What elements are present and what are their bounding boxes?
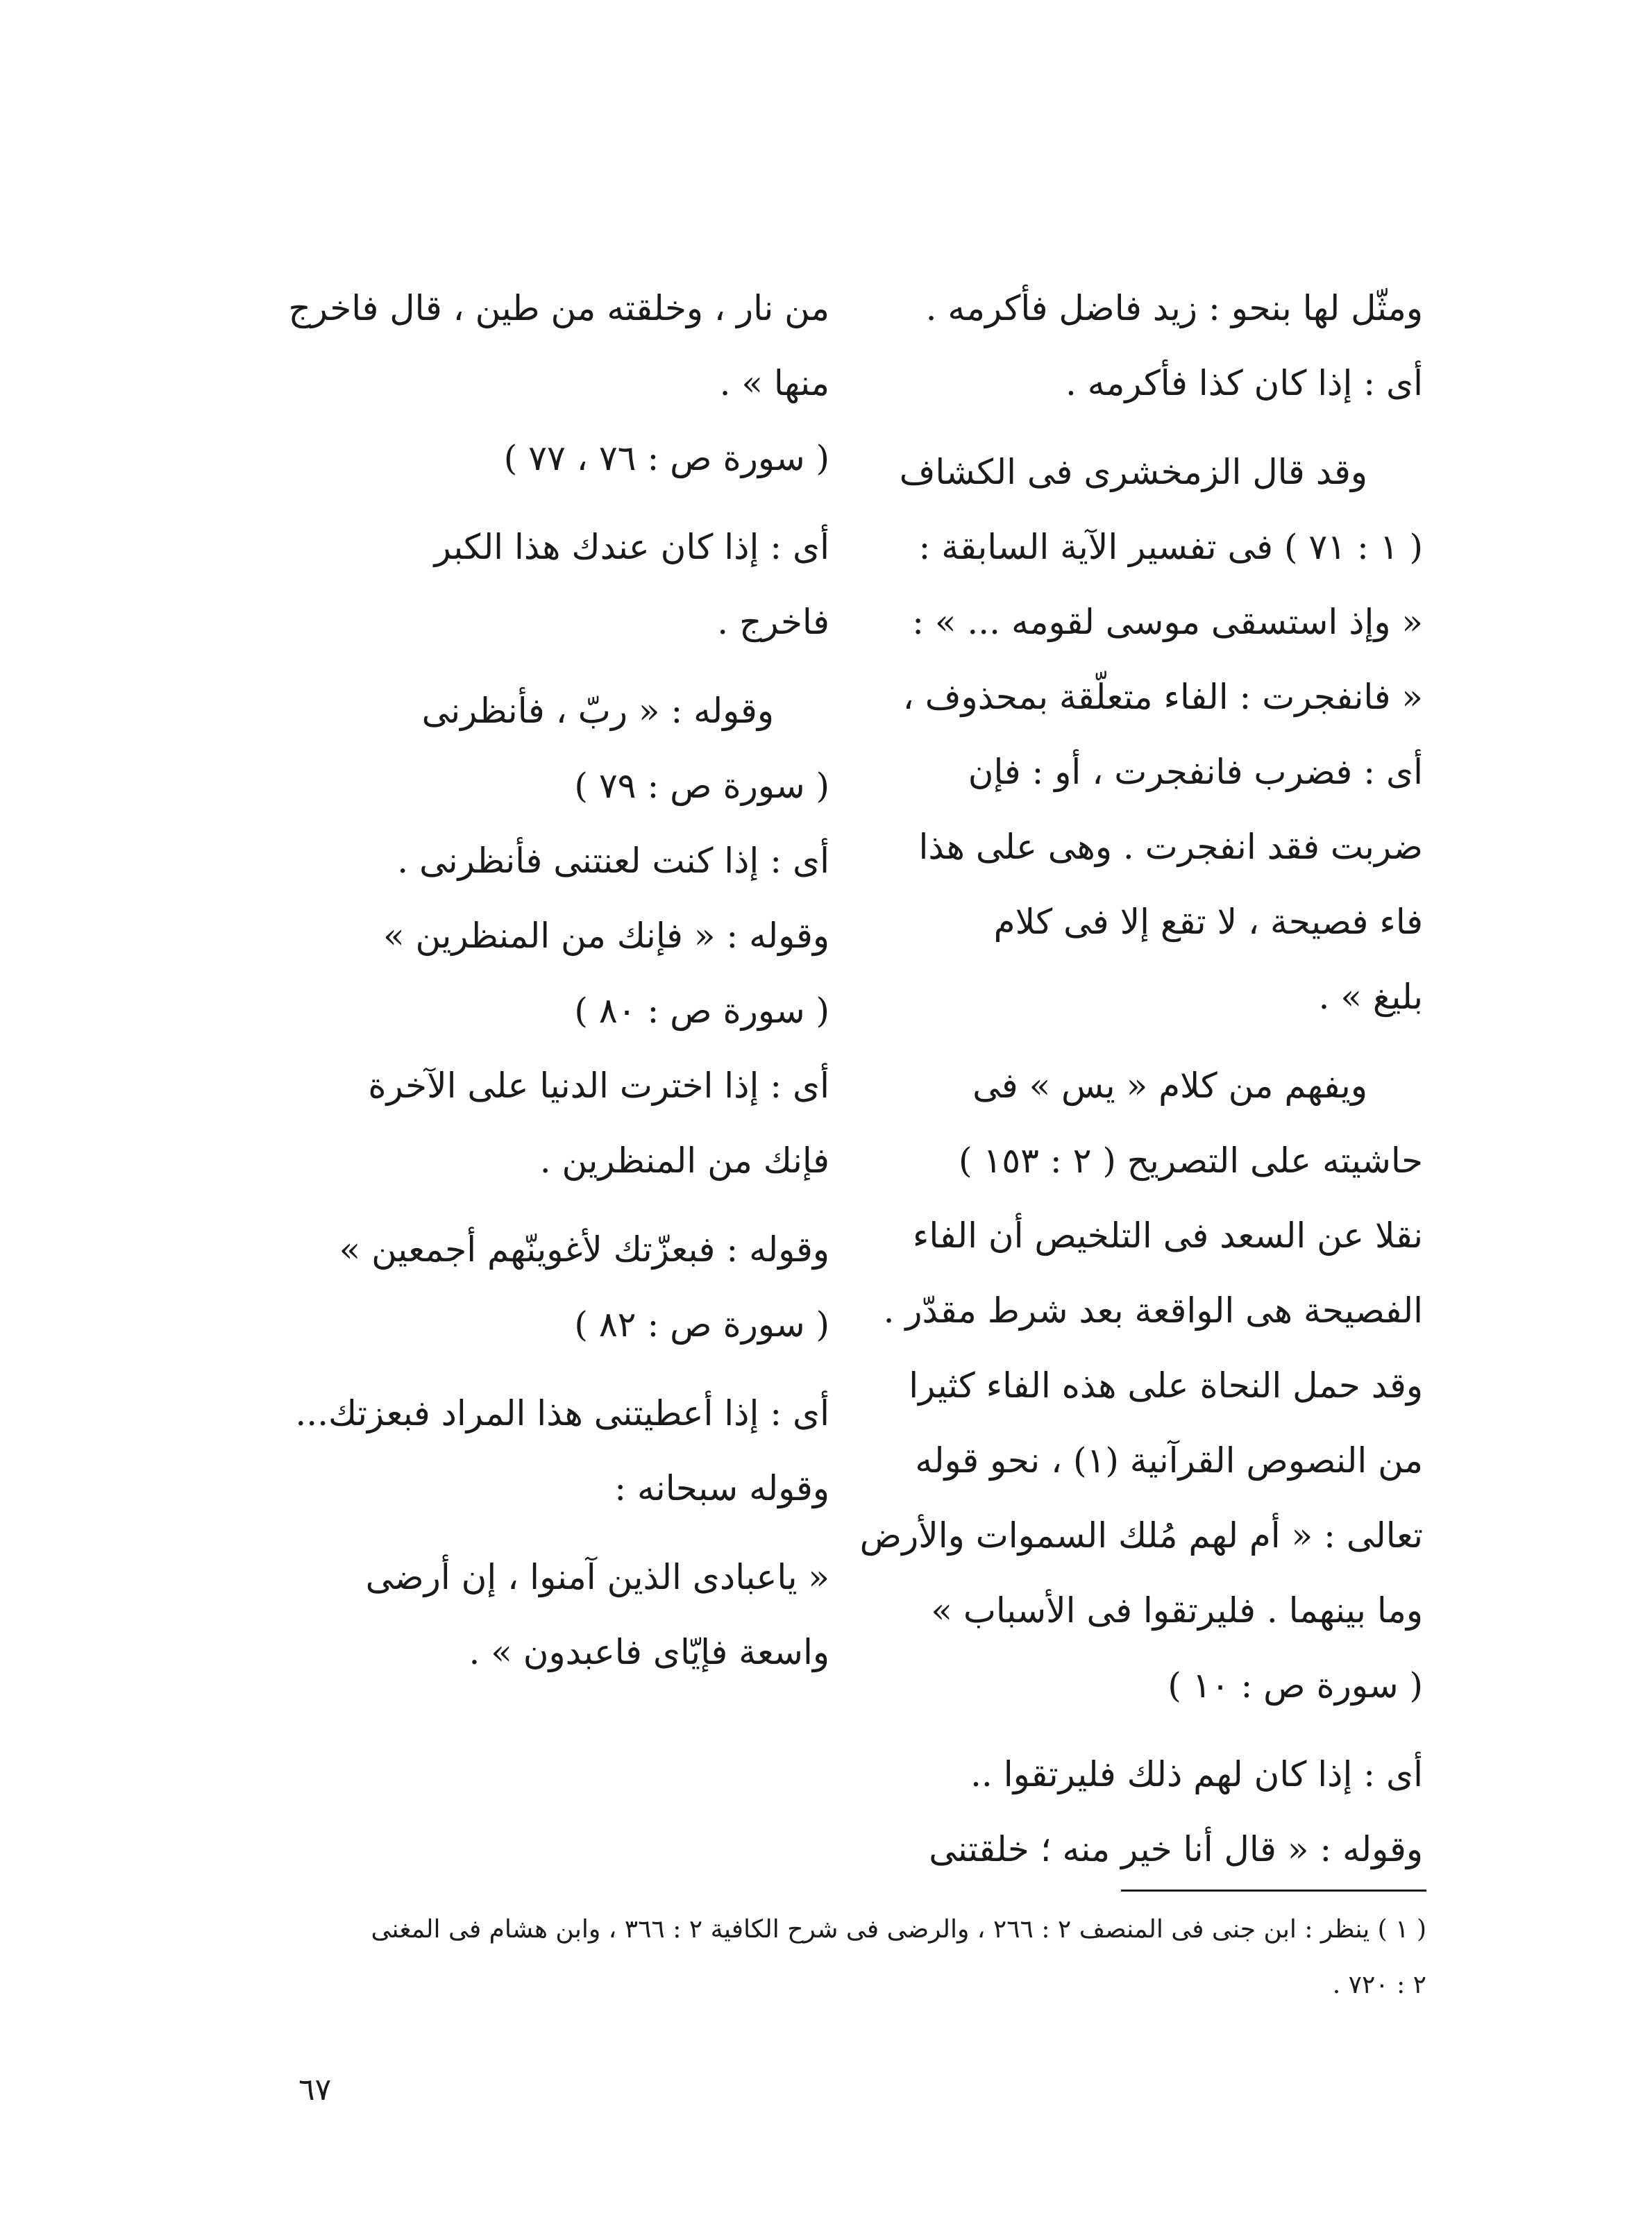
text-line: حاشيته على التصريح ( ٢ : ١٥٣ ) [959, 1141, 1423, 1181]
quran-reference: ( سورة ص : ٨٠ ) [574, 991, 829, 1031]
text-line: أى : إذا كان لهم ذلك فليرتقوا .. [970, 1754, 1423, 1794]
quran-reference: ( سورة ص : ١٠ ) [1168, 1665, 1423, 1706]
text-line: فاء فصيحة ، لا تقع إلا فى كلام [993, 902, 1423, 942]
text-line: وقوله : « قال أنا خير منه ؛ خلقتنى [929, 1829, 1423, 1869]
text-line: أى : إذا أعطيتنى هذا المراد فبعزتك... [295, 1393, 829, 1433]
text-line: تعالى : « أم لهم مُلك السموات والأرض [859, 1515, 1423, 1556]
text-line: وقد حمل النحاة على هذه الفاء كثيرا [909, 1365, 1423, 1406]
footnote-line: ( ١ ) ينظر : ابن جنى فى المنصف ٢ : ٢٦٦ ، والرضى فى شرح الكافية ٢ : ٣٦٦ ، وابن هشام فى المغنى [371, 1915, 1426, 1944]
page-number: ٦٧ [298, 2072, 332, 2107]
text-line: من نار ، وخلقته من طين ، قال فاخرج [288, 288, 829, 328]
text-line: أى : فضرب فانفجرت ، أو : فإن [968, 752, 1423, 792]
quran-reference: ( سورة ص : ٧٩ ) [574, 766, 829, 806]
text-line: وقوله : فبعزّتك لأغوينّهم أجمعين » [339, 1229, 829, 1270]
text-line: أى : إذا كان كذا فأكرمه . [1065, 363, 1423, 403]
text-line: ومثّل لها بنحو : زيد فاضل فأكرمه . [925, 288, 1423, 328]
text-line: فاخرج . [717, 602, 829, 642]
text-line: منها » . [719, 363, 829, 403]
text-line: نقلا عن السعد فى التلخيص أن الفاء [912, 1215, 1423, 1256]
right-column [854, 271, 1423, 1887]
text-line: أى : إذا اخترت الدنيا على الآخرة [368, 1066, 829, 1106]
text-line: أى : إذا كان عندك هذا الكبر [434, 527, 829, 567]
footnotes [274, 1902, 1426, 2013]
text-line: واسعة فإيّاى فاعبدون » . [469, 1632, 829, 1672]
text-line: وقوله : « فإنك من المنظرين » [382, 916, 829, 956]
text-line: ويفهم من كلام « يس » فى [972, 1066, 1367, 1106]
text-line: وقوله : « ربّ ، فأنظرنى [421, 691, 774, 731]
text-line: بليغ » . [1318, 977, 1423, 1017]
text-line: ( ١ : ٧١ ) فى تفسير الآية السابقة : [918, 527, 1423, 567]
quran-reference: ( سورة ص : ٧٦ ، ٧٧ ) [503, 438, 829, 478]
text-line: وقد قال الزمخشرى فى الكشاف [899, 452, 1367, 492]
quran-reference: ( سورة ص : ٨٢ ) [574, 1304, 829, 1345]
text-line: الفصيحة هى الواقعة بعد شرط مقدّر . [883, 1290, 1423, 1331]
footnote-line: ٢ : ٧٢٠ . [1332, 1971, 1426, 1999]
text-line: فإنك من المنظرين . [539, 1141, 829, 1181]
footnote-divider [1121, 1890, 1426, 1892]
left-column [274, 271, 829, 1690]
text-line: « فانفجرت : الفاء متعلّقة بمحذوف ، [902, 677, 1423, 717]
text-line: « ياعبادى الذين آمنوا ، إن أرضى [365, 1557, 829, 1597]
text-line: « وإذ استسقى موسى لقومه ... » : [912, 602, 1423, 642]
text-line: وقوله سبحانه : [614, 1468, 829, 1508]
text-line: وما بينهما . فليرتقوا فى الأسباب » [931, 1590, 1423, 1631]
text-line: ضربت فقد انفجرت . وهى على هذا [918, 827, 1423, 867]
text-line: أى : إذا كنت لعنتنى فأنظرنى . [397, 841, 829, 881]
text-line: من النصوص القرآنية (١) ، نحو قوله [915, 1440, 1423, 1481]
